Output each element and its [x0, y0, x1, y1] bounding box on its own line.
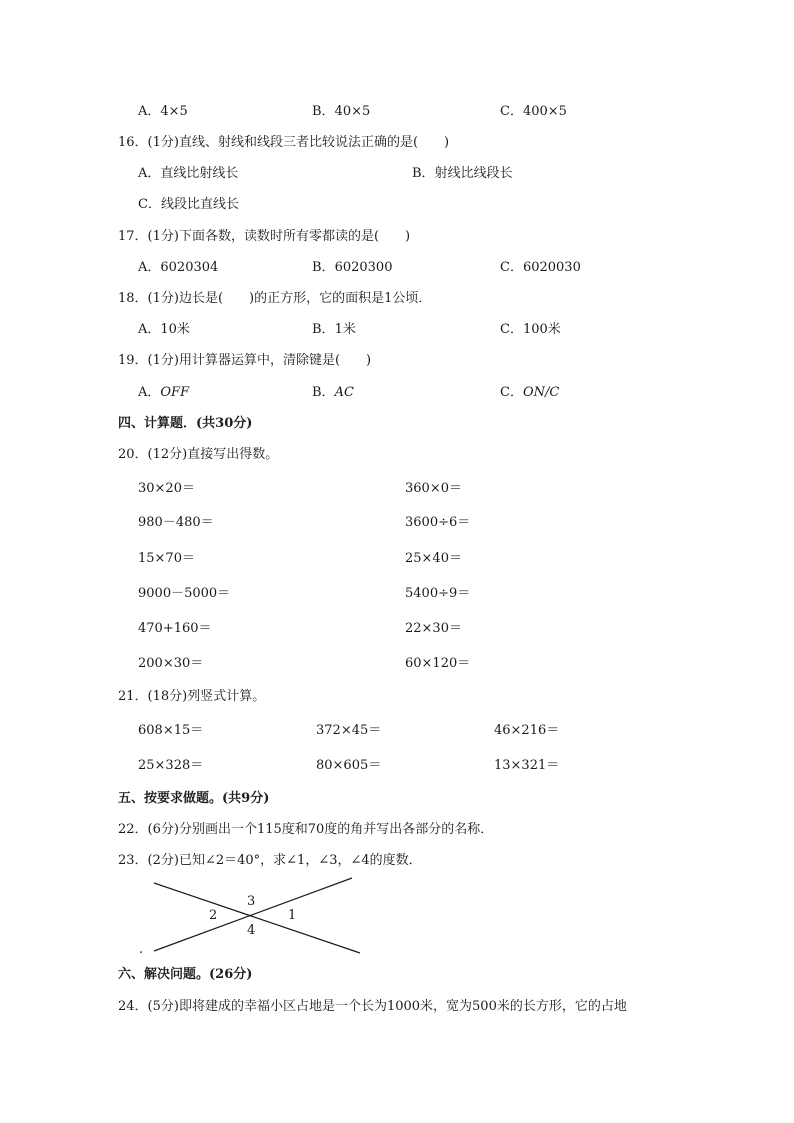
q19-option-b: B．AC [312, 385, 354, 400]
q20-item: 22×30＝ [405, 621, 462, 636]
q21-item: 13×321＝ [494, 758, 560, 773]
q18-option-c: C．100米 [500, 322, 561, 337]
angle-label-1: 1 [288, 908, 297, 923]
angle-label-4: 4 [247, 923, 256, 938]
figure-line-1 [154, 883, 360, 953]
q20-item: 9000－5000＝ [138, 586, 231, 601]
q22-stem: 22．(6分)分别画出一个115度和70度的角并写出各部分的名称． [118, 822, 494, 837]
q15-option-b: B．40×5 [312, 104, 371, 119]
angle-label-2: 2 [209, 908, 218, 923]
q19-option-a: A．OFF [138, 385, 190, 400]
q16-option-b: B．射线比线段长 [412, 166, 513, 181]
q23-stem: 23．(2分)已知∠2＝40°，求∠1，∠3，∠4的度数． [118, 853, 422, 868]
q21-item: 46×216＝ [494, 723, 560, 738]
q20-item: 3600÷6＝ [405, 515, 471, 530]
q19-stem: 19．(1分)用计算器运算中，清除键是( ) [118, 353, 372, 368]
angle-label-3: 3 [247, 894, 256, 909]
q20-item: 200×30＝ [138, 656, 204, 671]
q15-option-c: C．400×5 [500, 104, 567, 119]
q20-item: 470+160＝ [138, 621, 212, 636]
q20-item: 15×70＝ [138, 551, 195, 566]
q16-option-c: C．线段比直线长 [138, 197, 239, 212]
q17-option-b: B．6020300 [312, 260, 393, 275]
q16-stem: 16．(1分)直线、射线和线段三者比较说法正确的是( ) [118, 135, 450, 150]
q21-item: 608×15＝ [138, 723, 204, 738]
q20-item: 5400÷9＝ [405, 586, 471, 601]
q17-stem: 17．(1分)下面各数，读数时所有零都读的是( ) [118, 229, 411, 244]
q21-stem: 21．(18分)列竖式计算。 [118, 689, 266, 704]
q17-option-a: A．6020304 [138, 260, 219, 275]
section-6-heading: 六、解决问题。(26分) [118, 967, 253, 982]
q16-option-a: A．直线比射线长 [138, 166, 239, 181]
figure-trailing-dot: . [139, 942, 144, 957]
q21-item: 372×45＝ [316, 723, 382, 738]
q18-option-a: A．10米 [138, 322, 190, 337]
q20-item: 360×0＝ [405, 481, 462, 496]
q15-option-a: A．4×5 [138, 104, 188, 119]
q18-stem: 18．(1分)边长是( )的正方形，它的面积是1公顷． [118, 291, 432, 306]
q21-item: 80×605＝ [316, 758, 382, 773]
q20-stem: 20．(12分)直接写出得数。 [118, 447, 279, 462]
q24-stem: 24．(5分)即将建成的幸福小区占地是一个长为1000米，宽为500米的长方形，它的占地 [118, 999, 627, 1014]
q18-option-b: B．1米 [312, 322, 356, 337]
q20-item: 60×120＝ [405, 656, 471, 671]
q20-item: 30×20＝ [138, 481, 195, 496]
q20-item: 25×40＝ [405, 551, 462, 566]
q17-option-c: C．6020030 [500, 260, 581, 275]
section-4-heading: 四、计算题．(共30分) [118, 416, 253, 431]
section-5-heading: 五、按要求做题。(共9分) [118, 791, 270, 806]
q21-item: 25×328＝ [138, 758, 204, 773]
q19-option-c: C．ON/C [500, 385, 560, 400]
q20-item: 980－480＝ [138, 515, 214, 530]
